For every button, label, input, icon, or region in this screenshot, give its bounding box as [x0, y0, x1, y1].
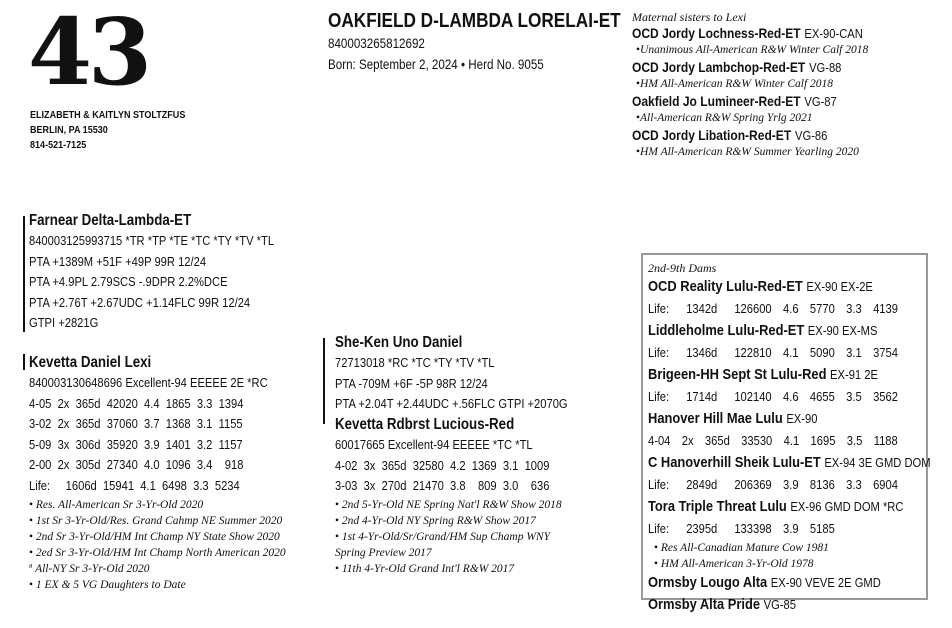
dam-note: • Res. All-American Sr 3-Yr-Old 2020 — [29, 498, 204, 511]
sire-block — [29, 211, 314, 334]
dam-note: ª All-NY Sr 3-Yr-Old 2020 — [29, 562, 150, 575]
sire-line: PTA +2.76T +2.67UDC +1.14FLC 99R 12/24 — [29, 294, 251, 310]
dam-reg: 840003130648696 Excellent-94 EEEEE 2E *RC — [29, 375, 268, 390]
sister-item: Oakfield Jo Lumineer-Red-ET VG-87 — [632, 93, 837, 109]
granddam-block — [335, 415, 584, 577]
sire-line: PTA +4.9PL 2.79SCS -.9DPR 2.2%DCE — [29, 274, 228, 290]
granddam-record: 4-02 3x 365d 32580 4.2 1369 3.1 1009 — [335, 457, 550, 473]
dam-note: • 2ed Sr 3-Yr-Old/HM Int Champ North American 2020 — [29, 546, 286, 559]
dam-ancestor-name: Brigeen-HH Sept St Lulu-Red EX-91 2E — [648, 366, 878, 383]
dam-ancestor-record: Life: 2849d 206369 3.9 8136 3.3 6904 — [648, 477, 898, 492]
dam-block — [29, 353, 307, 593]
sire-line: GTPI +2821G — [29, 315, 99, 331]
dam-ancestor-note: • Res All-Canadian Mature Cow 1981 — [654, 542, 829, 554]
dam-ancestor-name: Ormsby Lougo Alta EX-90 VEVE 2E GMD — [648, 574, 881, 591]
dam-note: • 1st Sr 3-Yr-Old/Res. Grand Cahmp NE Summer 2020 — [29, 514, 283, 527]
sister-note: •HM All-American R&W Summer Yearling 2020 — [636, 146, 859, 158]
sire-line: 840003125993715 *TR *TP *TE *TC *TY *TV *TL — [29, 233, 275, 248]
animal-title — [328, 9, 668, 75]
dam-ancestor-record: Life: 2395d 133398 3.9 5185 — [648, 521, 835, 536]
dam-sire-line: 72713018 *RC *TC *TY *TV *TL — [335, 355, 495, 370]
sisters-heading: Maternal sisters to Lexi — [632, 10, 747, 24]
dam-ancestor-name: Hanover Hill Mae Lulu EX-90 — [648, 410, 818, 427]
sister-item: OCD Jordy Lochness-Red-ET EX-90-CAN — [632, 25, 863, 41]
owner-city: BERLIN, PA 15530 — [30, 124, 108, 136]
dam-record: 2-00 2x 305d 27340 4.0 1096 3.4 918 — [29, 457, 244, 473]
dam-record: 4-05 2x 365d 42020 4.4 1865 3.3 1394 — [29, 395, 244, 411]
dam-sire-line: PTA -709M +6F -5P 98R 12/24 — [335, 375, 488, 391]
owner-info — [30, 108, 211, 153]
dam-ancestor-record: Life: 1346d 122810 4.1 5090 3.1 3754 — [648, 345, 898, 360]
dam-record: 5-09 3x 306d 35920 3.9 1401 3.2 1157 — [29, 436, 243, 452]
sister-note: •Unanimous All-American R&W Winter Calf 2018 — [636, 44, 869, 56]
animal-name: OAKFIELD D-LAMBDA LORELAI-ET — [328, 10, 621, 32]
sister-note: •HM All-American R&W Winter Calf 2018 — [636, 78, 834, 90]
dams-heading: 2nd-9th Dams — [648, 261, 717, 275]
granddam-name: Kevetta Rdbrst Lucious-Red — [335, 416, 515, 433]
granddam-note: Spring Preview 2017 — [335, 546, 432, 559]
granddam-reg: 60017665 Excellent-94 EEEEE *TC *TL — [335, 437, 533, 452]
animal-born-herd: Born: September 2, 2024 • Herd No. 9055 — [328, 57, 544, 72]
dam-ancestor-note: • HM All-American 3-Yr-Old 1978 — [654, 558, 814, 570]
dam-ancestor-record: Life: 1342d 126600 4.6 5770 3.3 4139 — [648, 301, 898, 316]
dam-note: • 2nd Sr 3-Yr-Old/HM Int Champ NY State Show 2020 — [29, 530, 280, 543]
sire-line: PTA +1389M +51F +49P 99R 12/24 — [29, 253, 207, 269]
dam-ancestor-name: Ormsby Alta Pride VG-85 — [648, 596, 796, 613]
animal-reg: 840003265812692 — [328, 36, 425, 51]
lot-number: 43 — [28, 0, 149, 106]
owner-phone: 814-521-7125 — [30, 139, 87, 151]
dam-record: 3-02 2x 365d 37060 3.7 1368 3.1 1155 — [29, 416, 243, 432]
sister-item: OCD Jordy Libation-Red-ET VG-86 — [632, 127, 828, 143]
sire-bracket — [23, 216, 25, 332]
dam-name: Kevetta Daniel Lexi — [29, 354, 152, 371]
dam-record: Life: 1606d 15941 4.1 6498 3.3 5234 — [29, 477, 240, 493]
dam-ancestor-name: C Hanoverhill Sheik Lulu-ET EX-94 3E GMD DOM — [648, 454, 931, 471]
dam-ancestor-name: Liddleholme Lulu-Red-ET EX-90 EX-MS — [648, 322, 878, 339]
dam-sire-line: PTA +2.04T +2.44UDC +.56FLC GTPI +2070G — [335, 396, 568, 412]
dam-ancestor-record: Life: 1714d 102140 4.6 4655 3.5 3562 — [648, 389, 898, 404]
granddam-note: • 1st 4-Yr-Old/Sr/Grand/HM Sup Champ WNY — [335, 530, 550, 543]
dam-ancestor-name: OCD Reality Lulu-Red-ET EX-90 EX-2E — [648, 278, 873, 295]
dam-sire-name: She-Ken Uno Daniel — [335, 334, 463, 351]
dam-ancestor-record: 4-04 2x 365d 33530 4.1 1695 3.5 1188 — [648, 433, 898, 448]
granddam-note: • 2nd 5-Yr-Old NE Spring Nat'l R&W Show 2018 — [335, 498, 562, 511]
sister-item: OCD Jordy Lambchop-Red-ET VG-88 — [632, 59, 842, 75]
owner-name: ELIZABETH & KAITLYN STOLTZFUS — [30, 109, 186, 121]
granddam-note: • 11th 4-Yr-Old Grand Int'l R&W 2017 — [335, 562, 515, 575]
dam-sire-block — [335, 333, 606, 415]
dam-note: • 1 EX & 5 VG Daughters to Date — [29, 578, 186, 591]
dam-ancestor-name: Tora Triple Threat Lulu EX-96 GMD DOM *RC — [648, 498, 904, 515]
granddam-record: 3-03 3x 270d 21470 3.8 809 3.0 636 — [335, 478, 550, 494]
sire-name: Farnear Delta-Lambda-ET — [29, 212, 192, 229]
maternal-sisters — [632, 10, 932, 160]
dams-list — [648, 260, 931, 616]
dam-bracket — [23, 354, 25, 370]
granddam-note: • 2nd 4-Yr-Old NY Spring R&W Show 2017 — [335, 514, 536, 527]
dam-sire-bracket — [323, 338, 325, 424]
sister-note: •All-American R&W Spring Yrlg 2021 — [636, 112, 813, 124]
